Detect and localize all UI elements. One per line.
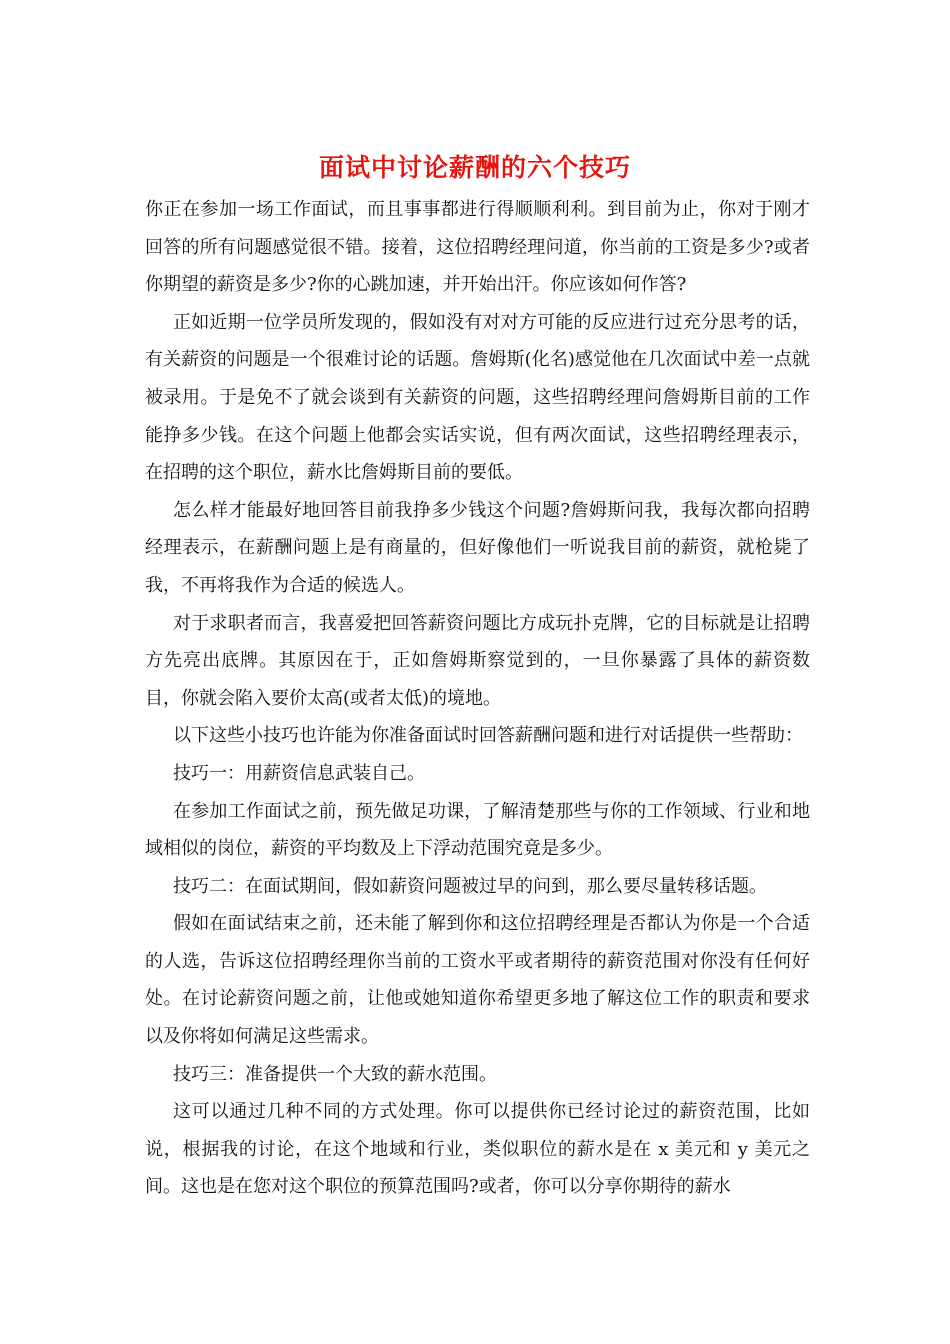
tip-3-body: 这可以通过几种不同的方式处理。你可以提供你已经讨论过的薪资范围，比如说，根据我的讨论，在这个地域和行业，类似职位的薪水是在 x 美元和 y 美元之间。这也是在您对这个职位的预算范围吗?或者，你可以分享你期待的薪水 xyxy=(145,1101,810,1198)
tip-1-heading: 技巧一：用薪资信息武装自己。 xyxy=(173,762,425,784)
tip-3-heading: 技巧三：准备提供一个大致的薪水范围。 xyxy=(173,1063,497,1085)
tip-1-body: 在参加工作面试之前，预先做足功课，了解清楚那些与你的工作领域、行业和地域相似的岗位，薪资的平均数及上下浮动范围究竟是多少。 xyxy=(145,800,810,860)
document-title: 面试中讨论薪酬的六个技巧 xyxy=(318,153,631,182)
tip-2-body: 假如在面试结束之前，还未能了解到你和这位招聘经理是否都认为你是一个合适的人选，告诉这位招聘经理你当前的工资水平或者期待的薪资范围对你没有任何好处。在讨论薪资问题之前，让他或她知道你希望更多地了解这位工作的职责和要求以及你将如何满足这些需求。 xyxy=(145,913,810,1048)
paragraph-poker-analogy: 对于求职者而言，我喜爱把回答薪资问题比方成玩扑克牌，它的目标就是让招聘方先亮出底牌。其原因在于，正如詹姆斯察觉到的，一旦你暴露了具体的薪资数目，你就会陷入要价太高(或者太低)的境地。 xyxy=(145,612,810,709)
document-body xyxy=(145,191,810,1206)
tip-2-heading: 技巧二：在面试期间，假如薪资问题被过早的问到，那么要尽量转移话题。 xyxy=(173,875,767,897)
paragraph-james-story: 正如近期一位学员所发现的，假如没有对对方可能的反应进行过充分思考的话，有关薪资的问题是一个很难讨论的话题。詹姆斯(化名)感觉他在几次面试中差一点就被录用。于是免不了就会谈到有关薪资的问题，这些招聘经理问詹姆斯目前的工作能挣多少钱。在这个问题上他都会实话实说，但有两次面试，这些招聘经理表示，在招聘的这个职位，薪水比詹姆斯目前的要低。 xyxy=(145,311,810,484)
paragraph-james-question: 怎么样才能最好地回答目前我挣多少钱这个问题?詹姆斯问我，我每次都向招聘经理表示，在薪酬问题上是有商量的，但好像他们一听说我目前的薪资，就枪毙了我，不再将我作为合适的候选人。 xyxy=(145,499,810,596)
paragraph-intro: 你正在参加一场工作面试，而且事事都进行得顺顺利利。到目前为止，你对于刚才回答的所有问题感觉很不错。接着，这位招聘经理问道，你当前的工资是多少?或者你期望的薪资是多少?你的心跳加速，并开始出汗。你应该如何作答? xyxy=(145,199,810,296)
paragraph-tips-intro: 以下这些小技巧也许能为你准备面试时回答薪酬问题和进行对话提供一些帮助： xyxy=(173,725,803,747)
